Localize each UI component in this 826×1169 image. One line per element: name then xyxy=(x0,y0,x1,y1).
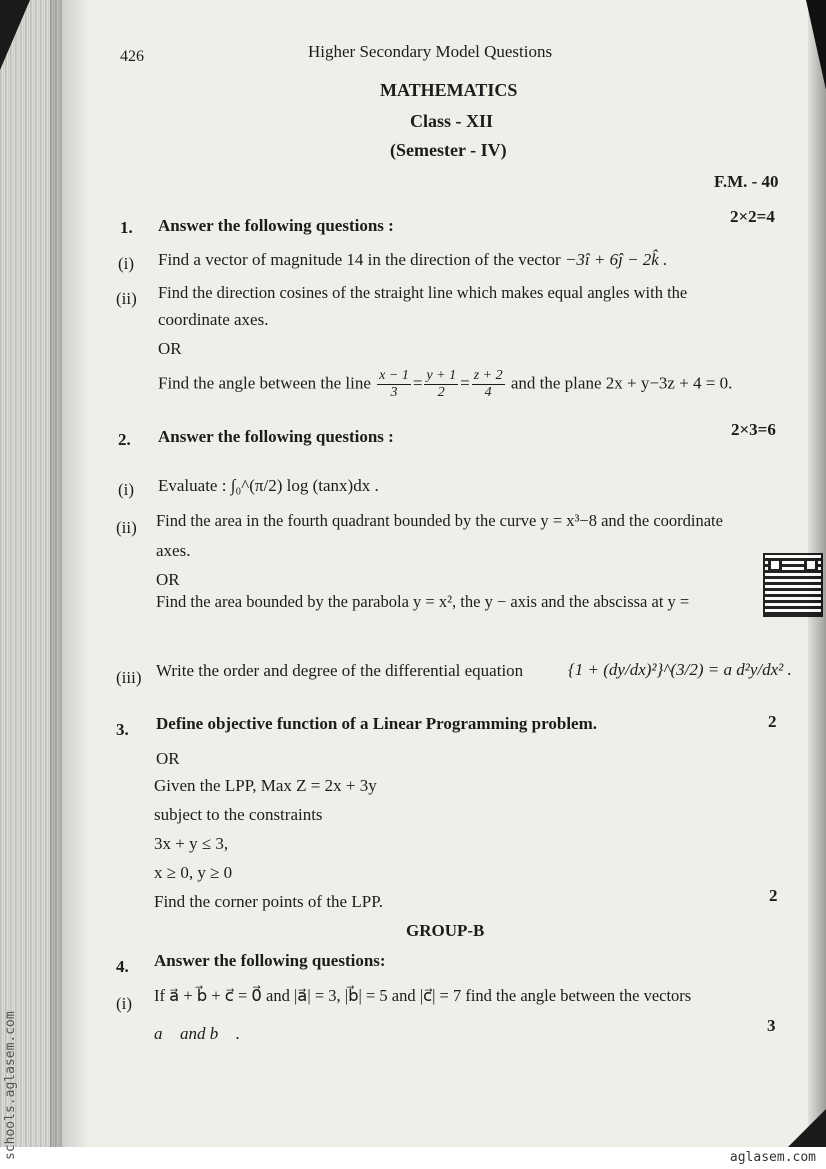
q3-heading: Define objective function of a Linear Programming problem. xyxy=(156,714,598,733)
q1-or: OR xyxy=(158,339,182,358)
q3-line4: x ≥ 0, y ≥ 0 xyxy=(154,863,233,882)
fraction-x-num: x − 1 xyxy=(379,368,409,383)
dark-corner-top-right xyxy=(806,0,826,90)
q1-ii-line1: Find the direction cosines of the straight line which makes equal angles with the xyxy=(158,283,688,302)
q3-line2: subject to the constraints xyxy=(154,805,323,824)
q1-i-text xyxy=(158,250,667,270)
q1-i-question: Find a vector of magnitude 14 in the direction of the vector xyxy=(158,250,561,269)
full-marks: F.M. - 40 xyxy=(714,172,779,191)
fraction-x xyxy=(377,368,411,401)
q3-line5: Find the corner points of the LPP. xyxy=(154,892,384,911)
q3-number: 3. xyxy=(116,720,129,739)
q4-i-text2: a⃗ and b⃗ . xyxy=(154,1024,240,1043)
bottom-watermark: aglasem.com xyxy=(729,1150,816,1165)
fraction-y-den: 2 xyxy=(437,385,445,400)
q1-ii-number: (ii) xyxy=(116,289,137,308)
fraction-z-den: 4 xyxy=(484,385,492,400)
q2-iii-equation: {1 + (dy/dx)²}^(3/2) = a d²y/dx² . xyxy=(568,660,792,679)
fraction-z xyxy=(472,368,505,401)
bottom-band xyxy=(0,1147,826,1169)
q1-alt-prefix: Find the angle between the line xyxy=(158,373,371,393)
page-number: 426 xyxy=(120,48,144,65)
q2-iii-text: Write the order and degree of the differential equation xyxy=(156,661,524,680)
q1-number: 1. xyxy=(120,218,133,237)
q3-line3: 3x + y ≤ 3, xyxy=(154,834,229,853)
fraction-y xyxy=(424,368,458,401)
q4-number: 4. xyxy=(116,957,129,976)
subject-title: MATHEMATICS xyxy=(380,80,518,100)
class-title: Class - XII xyxy=(410,111,494,131)
q4-marks: 3 xyxy=(767,1016,776,1035)
q4-i-number: (i) xyxy=(116,994,133,1013)
qr-code xyxy=(763,553,823,617)
q2-number: 2. xyxy=(118,430,131,449)
q2-ii-line1: Find the area in the fourth quadrant bounded by the curve y = x³−8 and the coordinate xyxy=(156,511,723,530)
q4-i-text: If a⃗ + b⃗ + c⃗ = 0⃗ and |a⃗| = 3, |b⃗| = 5 and |c⃗| = 7 find the angle between the vectors xyxy=(154,986,692,1005)
q1-heading: Answer the following questions : xyxy=(158,216,394,235)
q2-or: OR xyxy=(156,570,180,589)
q2-ii-number: (ii) xyxy=(116,518,137,537)
q2-alt: Find the area bounded by the parabola y = x², the y − axis and the abscissa at y = xyxy=(156,592,690,611)
q3-or: OR xyxy=(156,749,180,768)
side-watermark: schools.aglasem.com xyxy=(3,1011,18,1160)
book-title: Higher Secondary Model Questions xyxy=(308,42,553,61)
q1-i-vector: −3î + 6ĵ − 2k̂ . xyxy=(564,250,668,269)
q1-ii-line2: coordinate axes. xyxy=(158,310,269,329)
q1-i-number: (i) xyxy=(118,254,135,273)
q2-i-text: Evaluate : ∫₀^(π/2) log (tanx)dx . xyxy=(158,476,379,495)
q2-iii-number: (iii) xyxy=(116,668,142,687)
group-b-heading: GROUP-B xyxy=(406,921,485,940)
q4-heading: Answer the following questions: xyxy=(154,951,386,970)
q1-marks: 2×2=4 xyxy=(730,207,775,226)
q2-heading: Answer the following questions : xyxy=(158,427,394,446)
spine-shadow xyxy=(50,0,90,1169)
q2-marks: 2×3=6 xyxy=(731,420,776,439)
semester-title: (Semester - IV) xyxy=(390,140,507,160)
q1-alt-suffix: and the plane 2x + y−3z + 4 = 0. xyxy=(510,373,733,393)
fraction-x-den: 3 xyxy=(390,385,398,400)
dark-corner-top-left xyxy=(0,0,30,70)
q3-marks: 2 xyxy=(768,712,777,731)
fraction-z-num: z + 2 xyxy=(473,368,503,383)
q1-alt-question: Find the angle between the line $\frac{x - 1}{3}$ = $\frac{y + 1}{2}$ = $\frac{z + 2}{4}$ and the plane 2x + y−3z + 4 = 0. xyxy=(158,368,733,400)
q2-i-number: (i) xyxy=(118,480,135,499)
q2-ii-line2: axes. xyxy=(156,541,191,560)
q3-line1: Given the LPP, Max Z = 2x + 3y xyxy=(154,776,377,795)
fraction-y-num: y + 1 xyxy=(426,368,457,383)
q3-marks2: 2 xyxy=(769,886,778,905)
